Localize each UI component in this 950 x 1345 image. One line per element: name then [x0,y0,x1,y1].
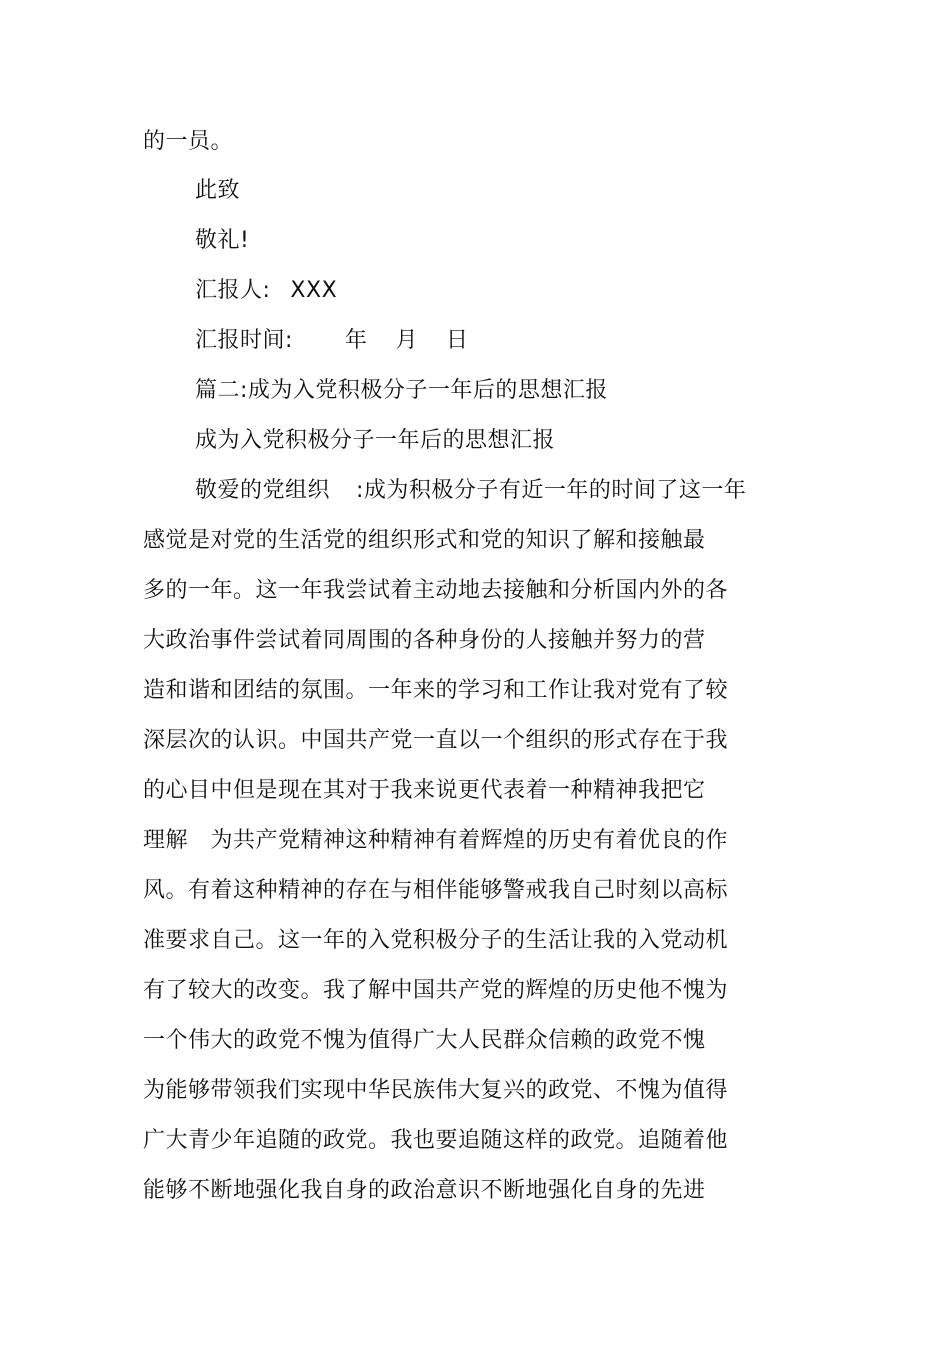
body-line: 能够不断地强化我自身的政治意识不断地强化自身的先进 [143,1178,706,1203]
body-line: 深层次的认识。中国共产党一直以一个组织的形式存在于我 [143,728,729,753]
body-line: 准要求自己。这一年的入党积极分子的生活让我的入党动机 [143,928,729,953]
opening-text: :成为积极分子有近一年的时间了这一年 [356,478,747,503]
body-line: 一个伟大的政党不愧为值得广大人民群众信赖的政党不愧 [143,1028,706,1053]
closing-salutation: 此致 [195,178,241,203]
date-label: 汇报时间: [195,328,293,353]
date-day: 日 [445,328,469,353]
document-title: 成为入党积极分子一年后的思想汇报 [195,428,556,453]
body-line: 的心目中但是现在其对于我来说更代表着一种精神我把它 [143,778,706,803]
body-line: 多的一年。这一年我尝试着主动地去接触和分析国内外的各 [143,578,729,603]
closing-regards: 敬礼! [195,228,250,253]
body-line: 造和谐和团结的氛围。一年来的学习和工作让我对党有了较 [143,678,729,703]
body-line: 为能够带领我们实现中华民族伟大复兴的政党、不愧为值得 [143,1078,729,1103]
body-line: 有了较大的改变。我了解中国共产党的辉煌的历史他不愧为 [143,978,729,1003]
reporter-label: 汇报人: [195,278,271,303]
body-line: 大政治事件尝试着同周围的各种身份的人接触并努力的营 [143,628,706,653]
recipient: 敬爱的党组织 [195,478,331,503]
salutation-line [195,476,746,506]
body-line: 感觉是对党的生活党的组织形式和党的知识了解和接触最 [143,528,706,553]
body-line: 理解 为共产党精神这种精神有着辉煌的历史有着优良的作 [143,828,729,853]
date-month: 月 [395,328,418,353]
report-date-line [195,326,468,356]
date-year: 年 [344,328,368,353]
body-line: 风。有着这种精神的存在与相伴能够警戒我自己时刻以高标 [143,878,729,903]
section-heading: 篇二:成为入党积极分子一年后的思想汇报 [195,378,608,403]
body-line: 广大青少年追随的政党。我也要追随这样的政党。追随着他 [143,1128,729,1153]
reporter-line [195,276,337,306]
reporter-name: XXX [290,278,338,303]
continued-line: 的一员。 [143,129,234,154]
